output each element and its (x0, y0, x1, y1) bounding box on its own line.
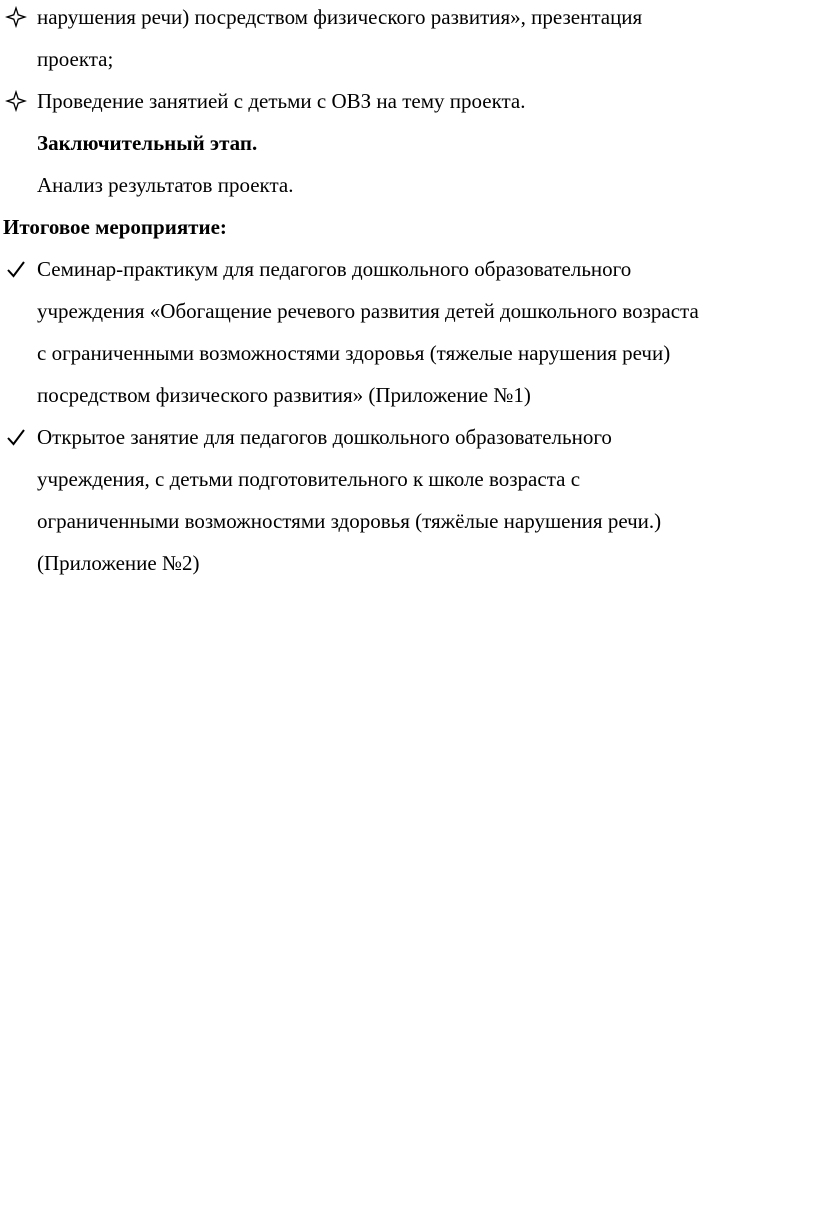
event-line: посредством физического развития» (Приложение №1) (37, 383, 531, 407)
final-stage-heading: Заключительный этап. (37, 131, 258, 155)
event-line: учреждения, с детьми подготовительного к школе возраста с (37, 467, 581, 491)
checkmark-bullet-icon (5, 424, 27, 450)
event-line: учреждения «Обогащение речевого развития детей дошкольного возраста (37, 299, 699, 323)
event-line: с ограниченными возможностями здоровья (тяжелые нарушения речи) (37, 341, 671, 365)
event-line: (Приложение №2) (37, 551, 200, 575)
checkmark-bullet-icon (5, 256, 27, 282)
final-stage-text: Анализ результатов проекта. (37, 173, 294, 197)
bullet-line: проекта; (37, 47, 114, 71)
bullet-line: Проведение занятией с детьми с ОВЗ на тему проекта. (37, 89, 526, 113)
event-line: ограниченными возможностями здоровья (тяжёлые нарушения речи.) (37, 509, 662, 533)
event-line: Семинар-практикум для педагогов дошкольного образовательного (37, 257, 632, 281)
event-line: Открытое занятие для педагогов дошкольного образовательного (37, 425, 612, 449)
four-point-star-bullet-icon (5, 88, 27, 114)
bullet-line: нарушения речи) посредством физического развития», презентация (37, 5, 643, 29)
result-heading: Итоговое мероприятие: (3, 215, 227, 239)
four-point-star-bullet-icon (5, 4, 27, 30)
